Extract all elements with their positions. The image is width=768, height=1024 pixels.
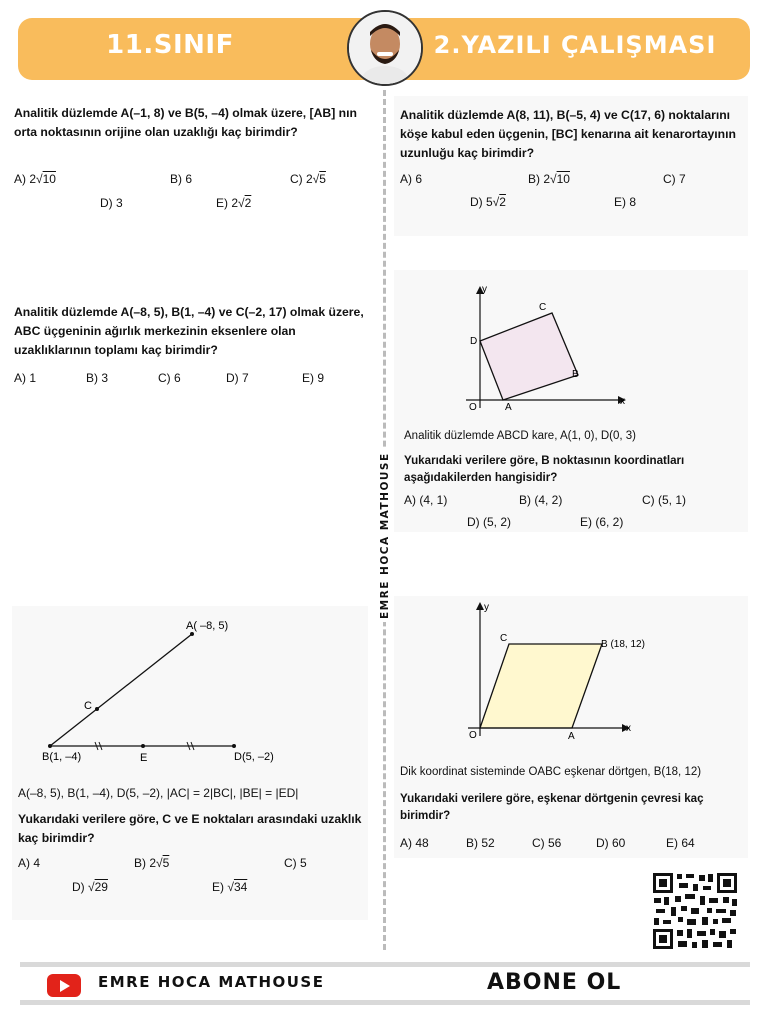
q6-option-d: D) 60	[596, 836, 626, 850]
svg-text:A: A	[568, 731, 575, 742]
q5-option-e: E) (6, 2)	[580, 515, 624, 529]
q5-option-b: B) (4, 2)	[519, 493, 563, 507]
q2-option-b: B) 3	[86, 371, 109, 385]
q4-text: Analitik düzlemde A(8, 11), B(–5, 4) ve C(17, 6) noktalarını köşe kabul eden üçgenin, [BC] kenarına ait kenarortayının uzunluğu kaç birimdir?	[400, 108, 736, 160]
q4-option-e: E) 8	[614, 195, 637, 209]
subscribe-button[interactable]: ABONE OL	[487, 970, 622, 995]
qr-code-icon[interactable]	[652, 872, 738, 950]
svg-text:C: C	[539, 302, 547, 313]
svg-text:O: O	[469, 730, 477, 741]
label-e: E	[140, 752, 148, 764]
square-abcd	[480, 313, 578, 400]
q3-option-b: B) 2√5	[134, 856, 170, 870]
rhombus-oabc	[480, 644, 602, 728]
label-b: B(1, –4)	[42, 751, 82, 763]
q5-option-d: D) (5, 2)	[467, 515, 512, 529]
svg-text:C: C	[500, 633, 508, 644]
q4-option-d: D) 5√2	[470, 195, 506, 209]
q6-option-e: E) 64	[666, 836, 695, 850]
q6-option-b: B) 52	[466, 836, 495, 850]
q3-option-a: A) 4	[18, 856, 41, 870]
q2-option-a: A) 1	[14, 371, 37, 385]
q3-option-c: C) 5	[284, 856, 307, 870]
label-a: A( –8, 5)	[186, 620, 229, 632]
q6-text: Yukarıdaki verilere göre, eşkenar dörtgenin çevresi kaç birimdir?	[400, 792, 704, 822]
svg-text:y: y	[484, 602, 489, 613]
svg-text:B (18, 12): B (18, 12)	[601, 639, 645, 650]
q2-text: Analitik düzlemde A(–8, 5), B(1, –4) ve C(–2, 17) olmak üzere, ABC üçgeninin ağırlık merkezinin eksenlere olan uzaklıklarının toplamı kaç birimdir?	[14, 305, 364, 357]
svg-text:x: x	[620, 396, 625, 407]
svg-text:A: A	[505, 402, 512, 413]
q1-option-e: E) 2√2	[216, 196, 252, 210]
q6-figure	[394, 598, 748, 743]
q6-option-c: C) 56	[532, 836, 562, 850]
point-b	[48, 744, 52, 748]
q1-option-d: D) 3	[100, 196, 123, 210]
q1-option-a: A) 2√10	[14, 172, 56, 186]
vertical-brand: EMRE HOCA MATHOUSE	[377, 500, 393, 630]
point-c	[95, 707, 99, 711]
label-d: D(5, –2)	[234, 751, 274, 763]
point-a	[190, 632, 194, 636]
q5-option-c: C) (5, 1)	[642, 493, 687, 507]
q3-option-e: E) √34	[212, 880, 248, 894]
q3-given: A(–8, 5), B(1, –4), D(5, –2), |AC| = 2|BC|, |BE| = |ED|	[18, 786, 299, 800]
q4-option-c: C) 7	[663, 172, 686, 186]
svg-text:y: y	[482, 284, 487, 295]
q1-option-b: B) 6	[170, 172, 193, 186]
footer-top-line	[20, 962, 750, 967]
svg-text:B: B	[572, 369, 579, 380]
youtube-icon[interactable]	[47, 974, 81, 997]
footer-bottom-line	[20, 1000, 750, 1005]
svg-text:O: O	[469, 402, 477, 413]
point-d	[232, 744, 236, 748]
q5-option-a: A) (4, 1)	[404, 493, 448, 507]
channel-name[interactable]: EMRE HOCA MATHOUSE	[98, 973, 325, 991]
label-c: C	[84, 700, 92, 712]
q4-option-a: A) 6	[400, 172, 423, 186]
q3-option-d: D) √29	[72, 880, 108, 894]
svg-text:x: x	[626, 723, 631, 734]
q3-text: Yukarıdaki verilere göre, C ve E noktaları arasındaki uzaklık kaç birimdir?	[18, 812, 362, 845]
q1-text: Analitik düzlemde A(–1, 8) ve B(5, –4) olmak üzere, [AB] nın orta noktasının orijine olan uzaklığı kaç birimdir?	[14, 106, 357, 139]
teacher-avatar	[347, 10, 423, 86]
segment-ab	[50, 634, 192, 746]
q2-option-d: D) 7	[226, 371, 249, 385]
svg-text:D: D	[470, 336, 478, 347]
q2-option-e: E) 9	[302, 371, 325, 385]
exam-title: 2.YAZILI ÇALIŞMASI	[433, 31, 717, 59]
q3-figure	[12, 610, 368, 770]
q2-option-c: C) 6	[158, 371, 181, 385]
q5-text: Yukarıdaki verilere göre, B noktasının koordinatları aşağıdakilerden hangisidir?	[404, 454, 685, 484]
point-e	[141, 744, 145, 748]
q5-given: Analitik düzlemde ABCD kare, A(1, 0), D(0, 3)	[404, 430, 637, 442]
q5-figure	[394, 276, 748, 416]
class-title: 11.SINIF	[106, 30, 234, 60]
q6-option-a: A) 48	[400, 836, 429, 850]
q4-option-b: B) 2√10	[528, 172, 570, 186]
q6-given: Dik koordinat sisteminde OABC eşkenar dörtgen, B(18, 12)	[400, 766, 702, 778]
q1-option-c: C) 2√5	[290, 172, 326, 186]
